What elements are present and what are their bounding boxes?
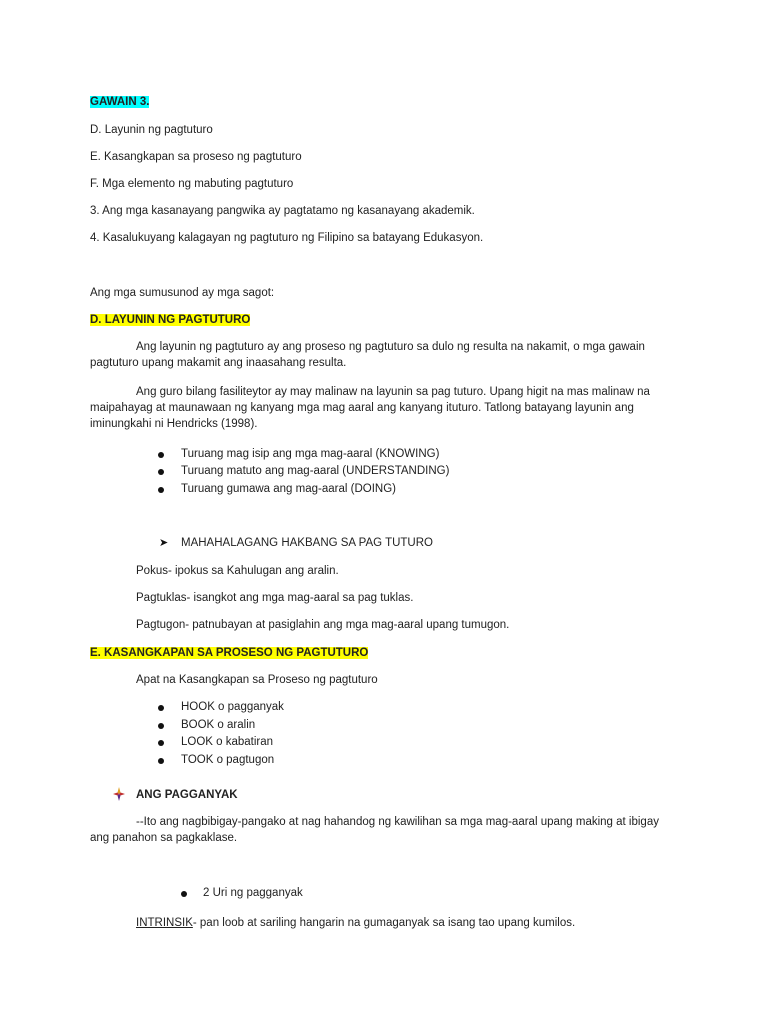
- section-d-paragraph-1: Ang layunin ng pagtuturo ay ang proseso ng pagtuturo sa dulo ng resulta na nakamit, o mga gawain pagtuturo upang makamit ang inaasahang resulta.: [90, 341, 645, 369]
- bullet-icon: [158, 487, 164, 493]
- section-e-heading-line: [90, 645, 368, 661]
- bullet-icon: [158, 705, 164, 711]
- hakbang-step: Pokus- ipokus sa Kahulugan ang aralin.: [136, 565, 339, 577]
- uri-bullet: 2 Uri ng pagganyak: [203, 887, 303, 899]
- bullet-icon: [158, 758, 164, 764]
- gawain-item: 3. Ang mga kasanayang pangwika ay pagtatamo ng kasanayang akademik.: [90, 205, 475, 217]
- answers-intro: Ang mga sumusunod ay mga sagot:: [90, 287, 275, 299]
- bullet-icon: [158, 723, 164, 729]
- section-e-intro: Apat na Kasangkapan sa Proseso ng pagtuturo: [136, 674, 378, 686]
- bullet-icon: [158, 452, 164, 458]
- hakbang-step: Pagtugon- patnubayan at pasiglahin ang mga mag-aaral upang tumugon.: [136, 619, 510, 631]
- gawain-title-line: [90, 94, 149, 110]
- gawain-item: 4. Kasalukuyang kalagayan ng pagtuturo ng Filipino sa batayang Edukasyon.: [90, 232, 484, 244]
- kasangkapan-bullet: BOOK o aralin: [181, 719, 256, 731]
- layunin-bullet: Turuang gumawa ang mag-aaral (DOING): [181, 483, 396, 495]
- pagganyak-heading: ANG PAGGANYAK: [136, 789, 238, 801]
- kasangkapan-bullet: HOOK o pagganyak: [181, 701, 284, 713]
- layunin-bullet: Turuang mag isip ang mga mag-aaral (KNOWING): [181, 448, 440, 460]
- pagganyak-paragraph: --Ito ang nagbibigay-pangako at nag hahandog ng kawilihan sa mga mag-aaral upang making at ibigay ang panahon sa pagkaklase.: [90, 816, 659, 844]
- section-d-heading-line: [90, 312, 250, 328]
- bullet-icon: [158, 469, 164, 475]
- bullet-icon: [181, 891, 187, 897]
- arrow-bullet-icon: ➤: [159, 537, 169, 549]
- kasangkapan-bullet: LOOK o kabatiran: [181, 736, 274, 748]
- section-e-heading: E. KASANGKAPAN SA PROSESO NG PAGTUTURO: [90, 647, 369, 659]
- hakbang-step: Pagtuklas- isangkot ang mga mag-aaral sa pag tuklas.: [136, 592, 414, 604]
- section-d-heading: D. LAYUNIN NG PAGTUTURO: [90, 314, 251, 326]
- bullet-icon: [158, 740, 164, 746]
- intrinsik-definition: - pan loob at sariling hangarin na gumaganyak sa isang tao upang kumilos.: [192, 917, 576, 929]
- hakbang-heading: MAHAHALAGANG HAKBANG SA PAG TUTURO: [181, 537, 433, 549]
- gawain-title: GAWAIN 3.: [90, 96, 150, 108]
- gawain-item: F. Mga elemento ng mabuting pagtuturo: [90, 178, 294, 190]
- section-d-paragraph-2: Ang guro bilang fasiliteytor ay may malinaw na layunin sa pag tuturo. Upang higit na mas malinaw na maipahayag at maunawaan ng kanyang mga mag aaral ang kanyang ituturo. Tatlong batayang layunin ang iminungkahi ni Hendricks (1998).: [90, 386, 650, 430]
- gawain-item: D. Layunin ng pagtuturo: [90, 124, 213, 136]
- star-bullet-icon: [113, 787, 125, 801]
- intrinsik-line: [136, 915, 575, 931]
- layunin-bullet: Turuang matuto ang mag-aaral (UNDERSTANDING): [181, 465, 450, 477]
- intrinsik-term: INTRINSIK: [136, 917, 193, 929]
- gawain-item: E. Kasangkapan sa proseso ng pagtuturo: [90, 151, 302, 163]
- kasangkapan-bullet: TOOK o pagtugon: [181, 754, 275, 766]
